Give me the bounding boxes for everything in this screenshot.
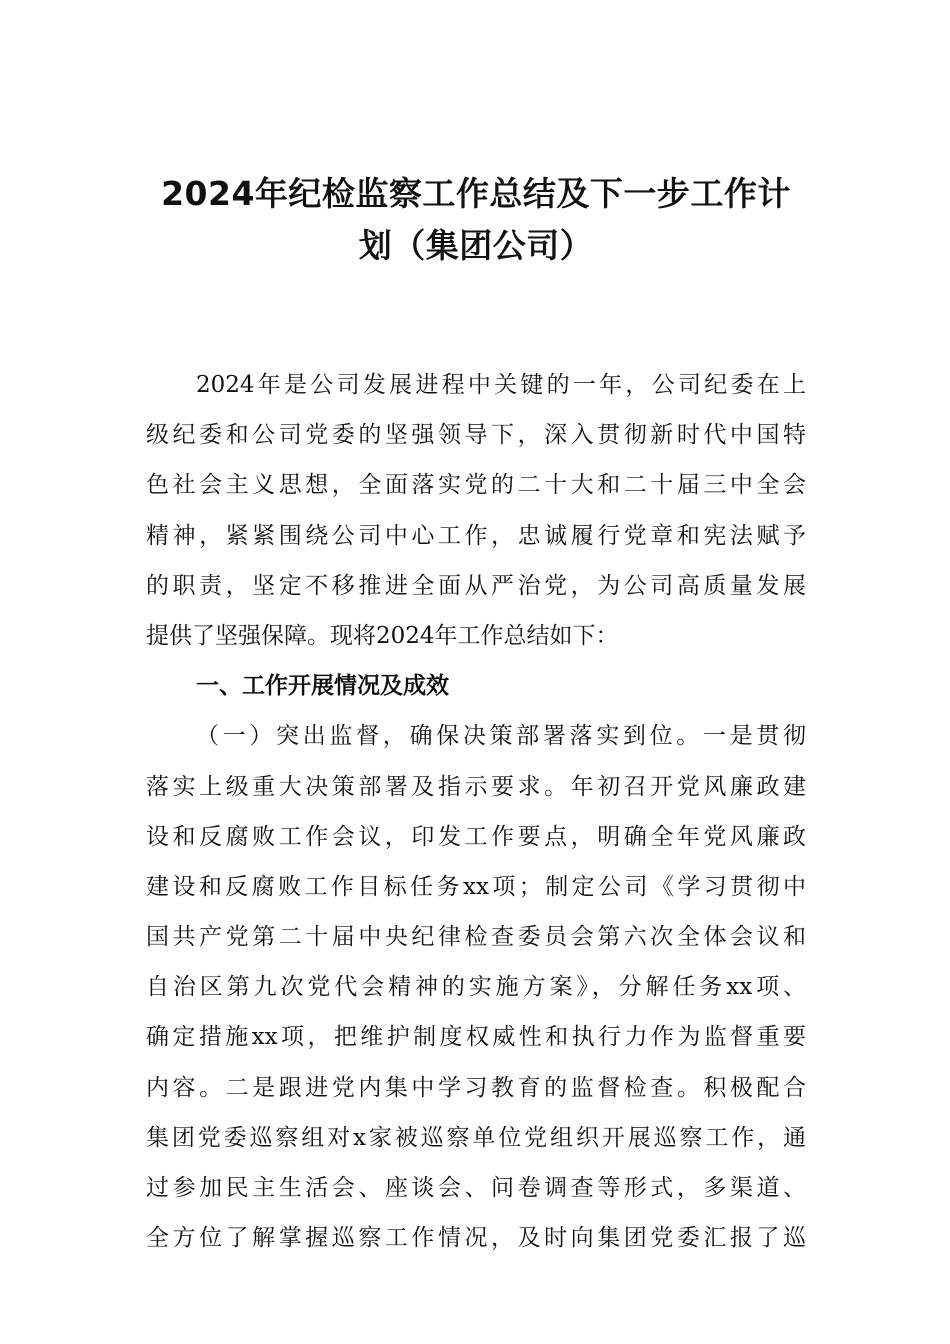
intro-line-5: 的职责，坚定不移推进全面从严治党，为公司高质量发展: [146, 572, 806, 599]
intro-line-4: 精神，紧紧围绕公司中心工作，忠诚履行党章和宪法赋予: [146, 522, 806, 549]
title-line-1: 2024年纪检监察工作总结及下一步工作计: [161, 174, 791, 213]
section-line-8: 内容。二是跟进党内集中学习教育的监督检查。积极配合: [146, 1074, 806, 1101]
intro-line-1: 2024年是公司发展进程中关键的一年，公司纪委在上: [196, 372, 806, 398]
section-line-7: 确定措施xx项，把维护制度权威性和执行力作为监督重要: [146, 1024, 806, 1051]
section-line-5: 国共产党第二十届中央纪律检查委员会第六次全体会议和: [146, 924, 806, 951]
section-line-11: 全方位了解掌握巡察工作情况，及时向集团党委汇报了巡: [146, 1225, 806, 1252]
section-line-4: 建设和反腐败工作目标任务xx项；制定公司《学习贯彻中: [146, 873, 806, 900]
intro-line-2: 级纪委和公司党委的坚强领导下，深入贯彻新时代中国特: [146, 422, 806, 449]
intro-line-6: 提供了坚强保障。现将2024年工作总结如下：: [146, 622, 619, 649]
document-page: [146, 168, 806, 1263]
section-line-3: 设和反腐败工作会议，印发工作要点，明确全年党风廉政: [146, 823, 806, 850]
section-line-1: （一）突出监督，确保决策部署落实到位。一是贯彻: [196, 723, 806, 750]
section-heading: 一、工作开展情况及成效: [196, 673, 449, 700]
document-body: [146, 360, 806, 1263]
section-line-10: 过参加民主生活会、座谈会、问卷调查等形式，多渠道、: [146, 1175, 806, 1201]
intro-line-3: 色社会主义思想，全面落实党的二十大和二十届三中全会: [146, 472, 806, 499]
document-title: [146, 168, 806, 272]
section-line-2: 落实上级重大决策部署及指示要求。年初召开党风廉政建: [146, 773, 806, 800]
title-line-2: 划（集团公司）: [358, 226, 594, 265]
section-line-9: 集团党委巡察组对x家被巡察单位党组织开展巡察工作，通: [146, 1124, 806, 1151]
section-line-6: 自治区第九次党代会精神的实施方案》，分解任务xx项、: [146, 974, 806, 1001]
